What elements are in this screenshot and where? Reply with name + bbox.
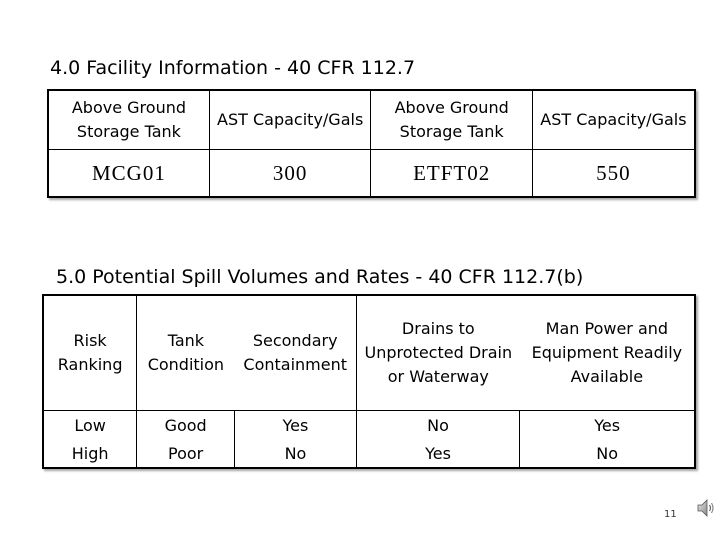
tank-id-1: MCG01	[48, 150, 209, 198]
header-man-power-equipment: Man Power and Equipment Readily Available	[520, 295, 695, 411]
section-5-heading: 5.0 Potential Spill Volumes and Rates - 40 CFR 112.7(b)	[56, 266, 584, 288]
table-row	[43, 411, 695, 440]
header-above-ground-storage-tank-1: Above Ground Storage Tank	[48, 90, 209, 150]
drains-cell: Yes	[356, 439, 519, 468]
man-power-cell: No	[596, 443, 619, 463]
speaker-icon[interactable]	[696, 497, 716, 519]
secondary-containment-cell: Yes	[235, 411, 357, 440]
header-ast-capacity-2: AST Capacity/Gals	[532, 90, 695, 150]
capacity-1: 300	[209, 150, 371, 198]
header-secondary-containment: Secondary Containment	[235, 295, 357, 411]
secondary-containment-cell: No	[235, 439, 357, 468]
drains-cell: No	[356, 411, 519, 440]
header-drains-to-unprotected: Drains to Unprotected Drain or Waterway	[356, 295, 519, 411]
table-row	[48, 150, 695, 198]
risk-ranking-cell: High	[43, 439, 137, 468]
man-power-cell: Yes	[594, 415, 621, 435]
spill-volumes-table	[42, 294, 696, 469]
section-4-heading: 4.0 Facility Information - 40 CFR 112.7	[50, 57, 416, 79]
table-header-row	[43, 295, 695, 411]
facility-information-table	[47, 89, 696, 198]
page-number: 11	[664, 509, 677, 520]
table-row	[43, 439, 695, 468]
tank-condition-cell: Poor	[137, 439, 235, 468]
tank-condition-cell: Good	[137, 411, 235, 440]
header-above-ground-storage-tank-2: Above Ground Storage Tank	[371, 90, 532, 150]
header-risk-ranking: Risk Ranking	[43, 295, 137, 411]
table-header-row	[48, 90, 695, 150]
tank-id-2: ETFT02	[371, 150, 532, 198]
header-ast-capacity-1: AST Capacity/Gals	[209, 90, 371, 150]
header-tank-condition: Tank Condition	[137, 295, 235, 411]
risk-ranking-cell: Low	[43, 411, 137, 440]
capacity-2: 550	[596, 160, 631, 185]
